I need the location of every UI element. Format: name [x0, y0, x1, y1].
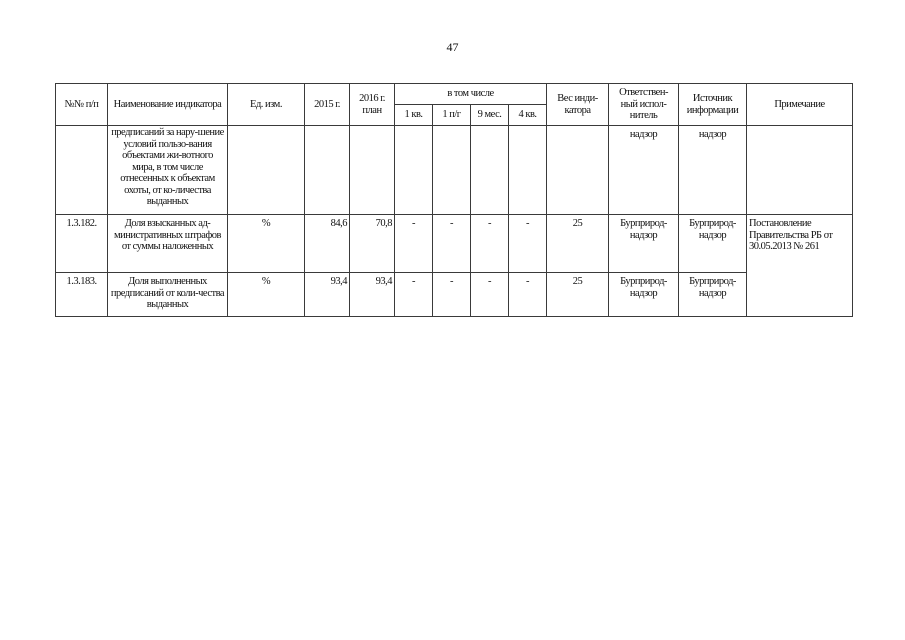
cell-num: 1.3.182. — [56, 215, 108, 273]
cell-weight — [547, 126, 609, 215]
cell-9m: - — [471, 215, 509, 273]
header-h1: 1 п/г — [433, 105, 471, 126]
page-number: 47 — [446, 40, 459, 54]
header-name: Наименование индикатора — [108, 84, 228, 126]
cell-q1: - — [395, 273, 433, 317]
table-row — [56, 273, 853, 317]
indicators-table — [55, 83, 853, 317]
cell-q1 — [395, 126, 433, 215]
table-row — [56, 126, 853, 215]
header-q1: 1 кв. — [395, 105, 433, 126]
header-q4: 4 кв. — [509, 105, 547, 126]
header-2015: 2015 г. — [305, 84, 350, 126]
cell-responsible: надзор — [609, 126, 679, 215]
cell-num: 1.3.183. — [56, 273, 108, 317]
header-num: №№ п/п — [56, 84, 108, 126]
cell-responsible: Бурприрод-надзор — [609, 215, 679, 273]
cell-q1: - — [395, 215, 433, 273]
cell-note — [747, 126, 853, 215]
cell-source: Бурприрод-надзор — [679, 215, 747, 273]
cell-h1 — [433, 126, 471, 215]
header-9m: 9 мес. — [471, 105, 509, 126]
cell-name: предписаний за нару-шение условий пользо-вания объектами жи-вотного мира, в том числе отнесенных к объектам охоты, от ко-личества выданных — [108, 126, 228, 215]
header-source: Источник информации — [679, 84, 747, 126]
cell-2016: 93,4 — [350, 273, 395, 317]
header-unit: Ед. изм. — [228, 84, 305, 126]
header-row-top — [56, 84, 853, 105]
cell-2016: 70,8 — [350, 215, 395, 273]
cell-h1: - — [433, 215, 471, 273]
header-note: Примечание — [747, 84, 853, 126]
cell-q4: - — [509, 273, 547, 317]
cell-unit: % — [228, 215, 305, 273]
cell-num — [56, 126, 108, 215]
cell-source: Бурприрод-надзор — [679, 273, 747, 317]
header-responsible: Ответствен-ный испол-нитель — [609, 84, 679, 126]
header-including: в том числе — [395, 84, 547, 105]
cell-responsible: Бурприрод-надзор — [609, 273, 679, 317]
header-weight: Вес инди-катора — [547, 84, 609, 126]
cell-h1: - — [433, 273, 471, 317]
cell-note: Постановление Правительства РБ от 30.05.2013 № 261 — [747, 215, 853, 317]
cell-q4: - — [509, 215, 547, 273]
cell-name: Доля взысканных ад-министративных штрафов от суммы наложенных — [108, 215, 228, 273]
cell-unit — [228, 126, 305, 215]
cell-2016 — [350, 126, 395, 215]
header-2016-plan: 2016 г. план — [350, 84, 395, 126]
cell-source: надзор — [679, 126, 747, 215]
cell-weight: 25 — [547, 273, 609, 317]
cell-name: Доля выполненных предписаний от коли-чества выданных — [108, 273, 228, 317]
cell-9m — [471, 126, 509, 215]
cell-weight: 25 — [547, 215, 609, 273]
table-row — [56, 215, 853, 273]
cell-2015: 84,6 — [305, 215, 350, 273]
cell-2015: 93,4 — [305, 273, 350, 317]
cell-unit: % — [228, 273, 305, 317]
cell-q4 — [509, 126, 547, 215]
cell-9m: - — [471, 273, 509, 317]
cell-2015 — [305, 126, 350, 215]
